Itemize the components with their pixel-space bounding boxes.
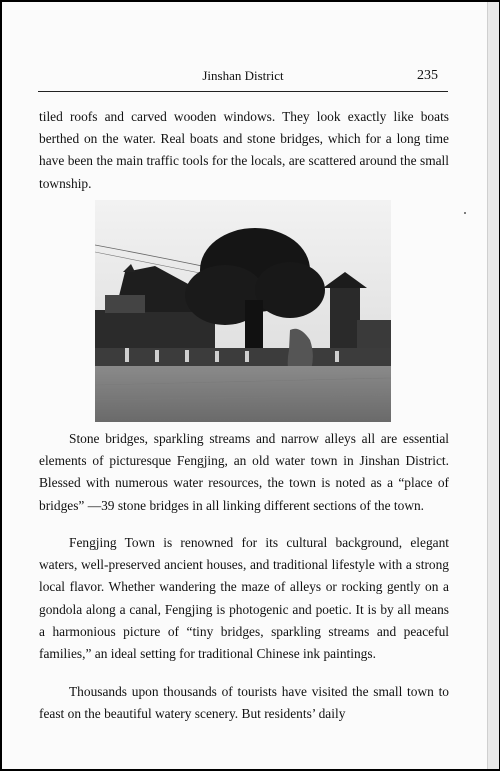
running-title: Jinshan District [202,68,284,83]
header-rule [38,91,448,92]
paragraph-2: Stone bridges, sparkling streams and narrow alleys all are essential elements of picturesque Fengjing, an old water town in Jinshan District. Blessed with numerous water resources, the town is noted as a “place of bridges” —39 stone bridges in all linking different sections of the town. [39,431,449,513]
photo-ground [95,366,391,422]
town-photo [95,200,391,422]
page-speck [464,212,466,214]
photo-tree-crown [255,262,325,318]
photo-balustrade [95,348,391,366]
paragraph-4: Thousands upon thousands of tourists have visited the small town to feast on the beautiful watery scenery. But residents’ daily [39,684,449,722]
photo-building-wall [105,295,145,313]
page-edge [487,2,499,769]
paragraph-3: Fengjing Town is renowned for its cultural background, elegant waters, well-preserved ancient houses, and traditional lifestyle with a strong local flavor. Whether wandering the maze of alleys or rocking gently on a gondola along a canal, Fengjing is photogenic and poetic. It is by all means a harmonious picture of “tiny bridges, sparkling streams and peaceful families,” an ideal setting for traditional Chinese ink paintings. [39,535,449,662]
running-head [38,68,448,88]
page-number: 235 [417,68,438,83]
paragraph-1: tiled roofs and carved wooden windows. They look exactly like boats berthed on the water. Real boats and stone bridges, which for a long time have been the main traffic tools for the locals, are scattered around the small township. [39,109,449,191]
